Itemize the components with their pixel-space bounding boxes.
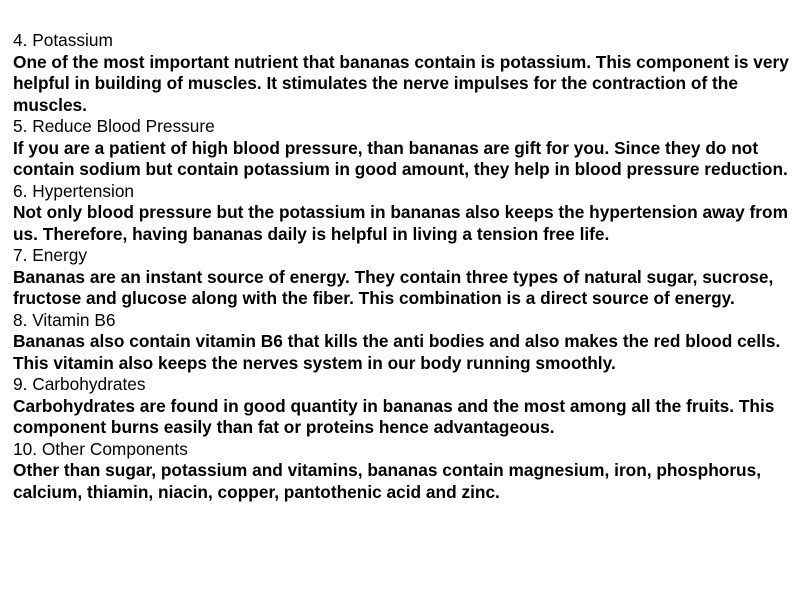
section-text: One of the most important nutrient that bananas contain is potassium. This component is very helpful in building of muscles. It stimulates the nerve impulses for the contraction of the muscles.: [13, 51, 789, 115]
section-text: Other than sugar, potassium and vitamins, bananas contain magnesium, iron, phosphorus, calcium, thiamin, niacin, copper, pantothenic acid and zinc.: [13, 460, 762, 502]
section-text: Bananas are an instant source of energy. They contain three types of natural sugar, sucrose, fructose and glucose along with the fiber. This combination is a direct source of energy.: [13, 266, 774, 308]
section-text: Bananas also contain vitamin B6 that kills the anti bodies and also makes the red blood cells. This vitamin also keeps the nerves system in our body running smoothly.: [13, 331, 781, 373]
section-heading: 6. Hypertension: [13, 180, 135, 201]
section-text: Carbohydrates are found in good quantity in bananas and the most among all the fruits. This component burns easily than fat or proteins hence advantageous.: [13, 395, 775, 437]
section-text: If you are a patient of high blood pressure, than bananas are gift for you. Since they do not contain sodium but contain potassium in good amount, they help in blood pressure reduction.: [13, 137, 788, 179]
section-potassium: [13, 30, 797, 116]
section-heading: 9. Carbohydrates: [13, 374, 146, 394]
section-heading: 7. Energy: [13, 245, 87, 265]
section-vitamin-b6: [13, 310, 797, 375]
section-heading: 8. Vitamin B6: [13, 309, 116, 330]
section-energy: [13, 245, 797, 310]
section-heading: 5. Reduce Blood Pressure: [13, 116, 215, 136]
section-heading: 4. Potassium: [13, 30, 113, 50]
section-text: Not only blood pressure but the potassium in bananas also keeps the hypertension away from us. Therefore, having bananas daily is helpful in living a tension free life.: [13, 202, 788, 244]
section-reduce-blood-pressure: [13, 116, 797, 181]
section-hypertension: [13, 181, 797, 246]
document-body: [13, 30, 797, 503]
section-other-components: [13, 439, 797, 504]
section-carbohydrates: [13, 374, 797, 439]
section-heading: 10. Other Components: [13, 438, 188, 459]
